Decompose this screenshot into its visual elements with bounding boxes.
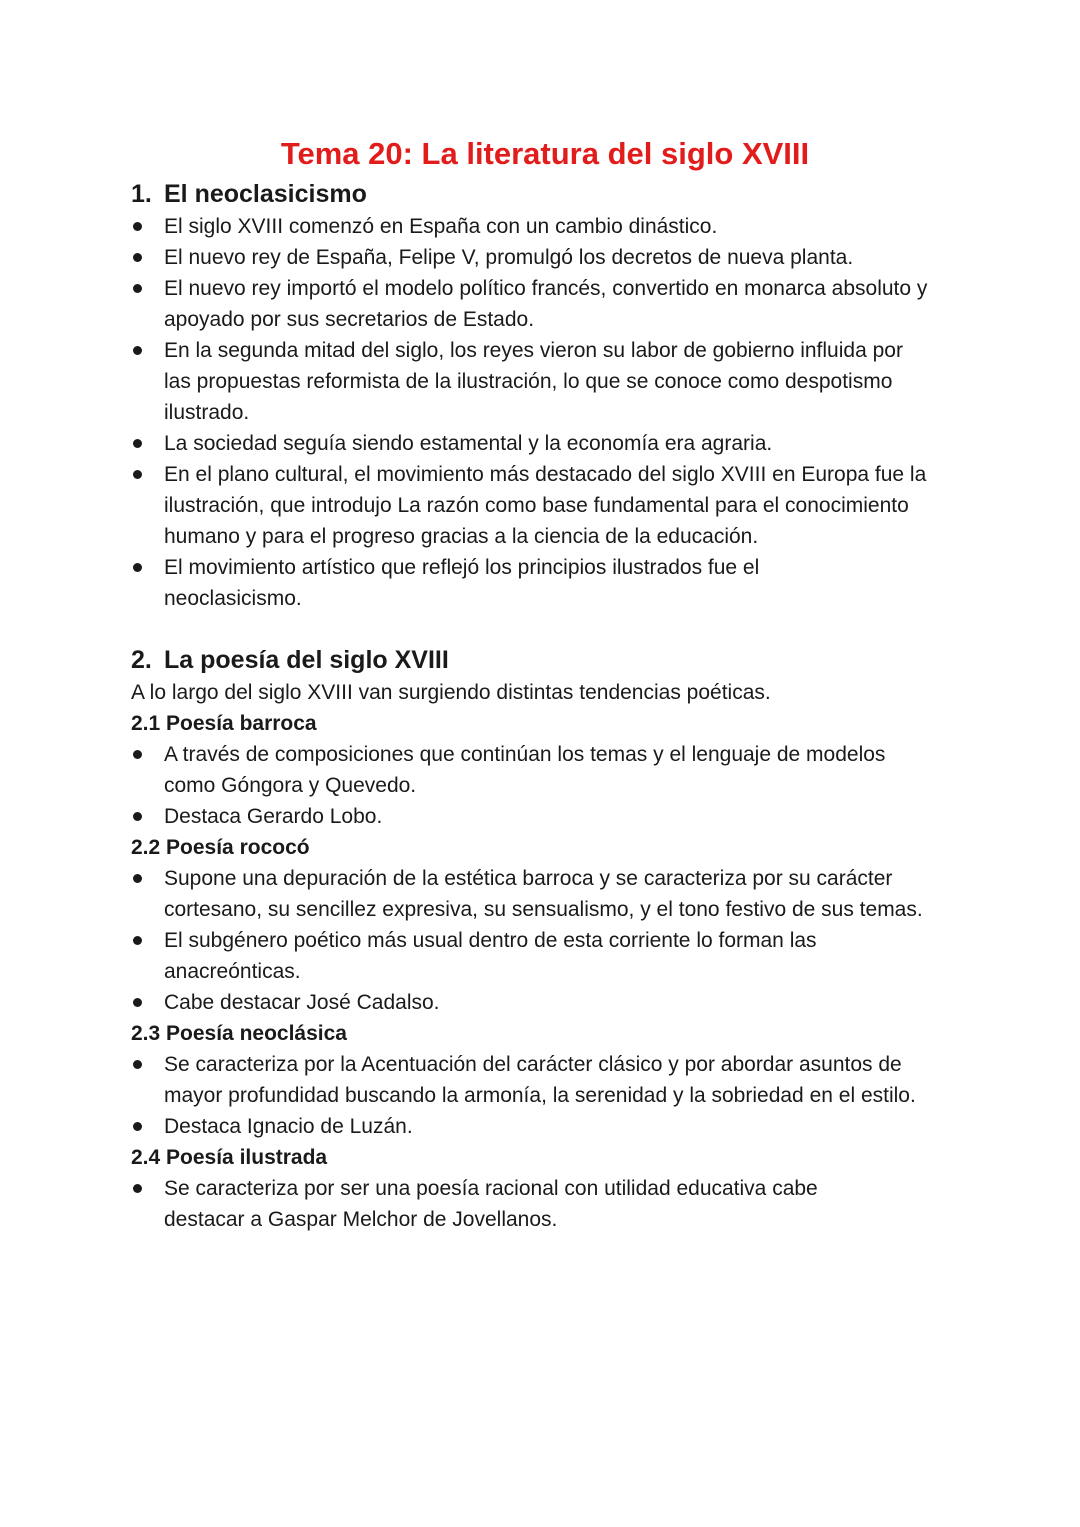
subsection-2-4-heading: 2.4 Poesía ilustrada — [131, 1146, 328, 1169]
section-2-intro: A lo largo del siglo XVIII van surgiendo distintas tendencias poéticas. — [131, 681, 771, 704]
list-item: El nuevo rey de España, Felipe V, promulgó los decretos de nueva planta. — [131, 242, 951, 273]
section-spacer — [131, 614, 951, 644]
section-1-list — [131, 211, 951, 614]
bullet-icon — [133, 1060, 142, 1069]
list-item: Se caracteriza por la Acentuación del carácter clásico y por abordar asuntos de mayor profundidad buscando la armonía, la serenidad y la sobriedad en el estilo. — [131, 1049, 951, 1111]
bullet-icon — [133, 812, 142, 821]
bullet-icon — [133, 936, 142, 945]
list-item: Destaca Gerardo Lobo. — [131, 801, 951, 832]
subsection-2-1-list — [131, 739, 951, 832]
list-item: En la segunda mitad del siglo, los reyes vieron su labor de gobierno influida por las propuestas reformista de la ilustración, lo que se conoce como despotismo ilustrado. — [131, 335, 951, 428]
bullet-icon — [133, 874, 142, 883]
document-page — [131, 134, 951, 1235]
bullet-icon — [133, 253, 142, 262]
subsection-2-3-heading: 2.3 Poesía neoclásica — [131, 1022, 347, 1045]
list-item: Se caracteriza por ser una poesía racional con utilidad educativa cabe destacar a Gaspar Melchor de Jovellanos. — [131, 1173, 951, 1235]
section-2-heading — [131, 644, 951, 677]
list-item: En el plano cultural, el movimiento más destacado del siglo XVIII en Europa fue la ilustración, que introdujo La razón como base fundamental para el conocimiento humano y para el progreso gracias a la ciencia de la educación. — [131, 459, 951, 552]
section-2-number: 2. — [131, 646, 152, 674]
list-item: Destaca Ignacio de Luzán. — [131, 1111, 951, 1142]
list-item: El subgénero poético más usual dentro de esta corriente lo forman las anacreónticas. — [131, 925, 951, 987]
subsection-2-4-list — [131, 1173, 951, 1235]
subsection-2-3-list — [131, 1049, 951, 1142]
list-item: Cabe destacar José Cadalso. — [131, 987, 951, 1018]
bullet-icon — [133, 439, 142, 448]
list-item: El siglo XVIII comenzó en España con un cambio dinástico. — [131, 211, 951, 242]
page-title: Tema 20: La literatura del siglo XVIII — [280, 136, 810, 171]
section-1-number: 1. — [131, 180, 152, 208]
bullet-icon — [133, 750, 142, 759]
list-item: Supone una depuración de la estética barroca y se caracteriza por su carácter cortesano, su sencillez expresiva, su sensualismo, y el tono festivo de sus temas. — [131, 863, 951, 925]
subsection-2-2-heading: 2.2 Poesía rococó — [131, 836, 310, 859]
subsection-2-2-list — [131, 863, 951, 1018]
bullet-icon — [133, 284, 142, 293]
list-item: El movimiento artístico que reflejó los principios ilustrados fue el neoclasicismo. — [131, 552, 951, 614]
bullet-icon — [133, 1184, 142, 1193]
section-1-title: El neoclasicismo — [164, 180, 367, 208]
bullet-icon — [133, 346, 142, 355]
list-item: El nuevo rey importó el modelo político francés, convertido en monarca absoluto y apoyado por sus secretarios de Estado. — [131, 273, 951, 335]
bullet-icon — [133, 1122, 142, 1131]
bullet-icon — [133, 563, 142, 572]
list-item: A través de composiciones que continúan los temas y el lenguaje de modelos como Góngora y Quevedo. — [131, 739, 951, 801]
subsection-2-1-heading: 2.1 Poesía barroca — [131, 712, 317, 735]
section-1-heading — [131, 178, 951, 211]
bullet-icon — [133, 998, 142, 1007]
list-item: La sociedad seguía siendo estamental y la economía era agraria. — [131, 428, 951, 459]
bullet-icon — [133, 470, 142, 479]
bullet-icon — [133, 222, 142, 231]
section-2-title: La poesía del siglo XVIII — [164, 646, 449, 674]
